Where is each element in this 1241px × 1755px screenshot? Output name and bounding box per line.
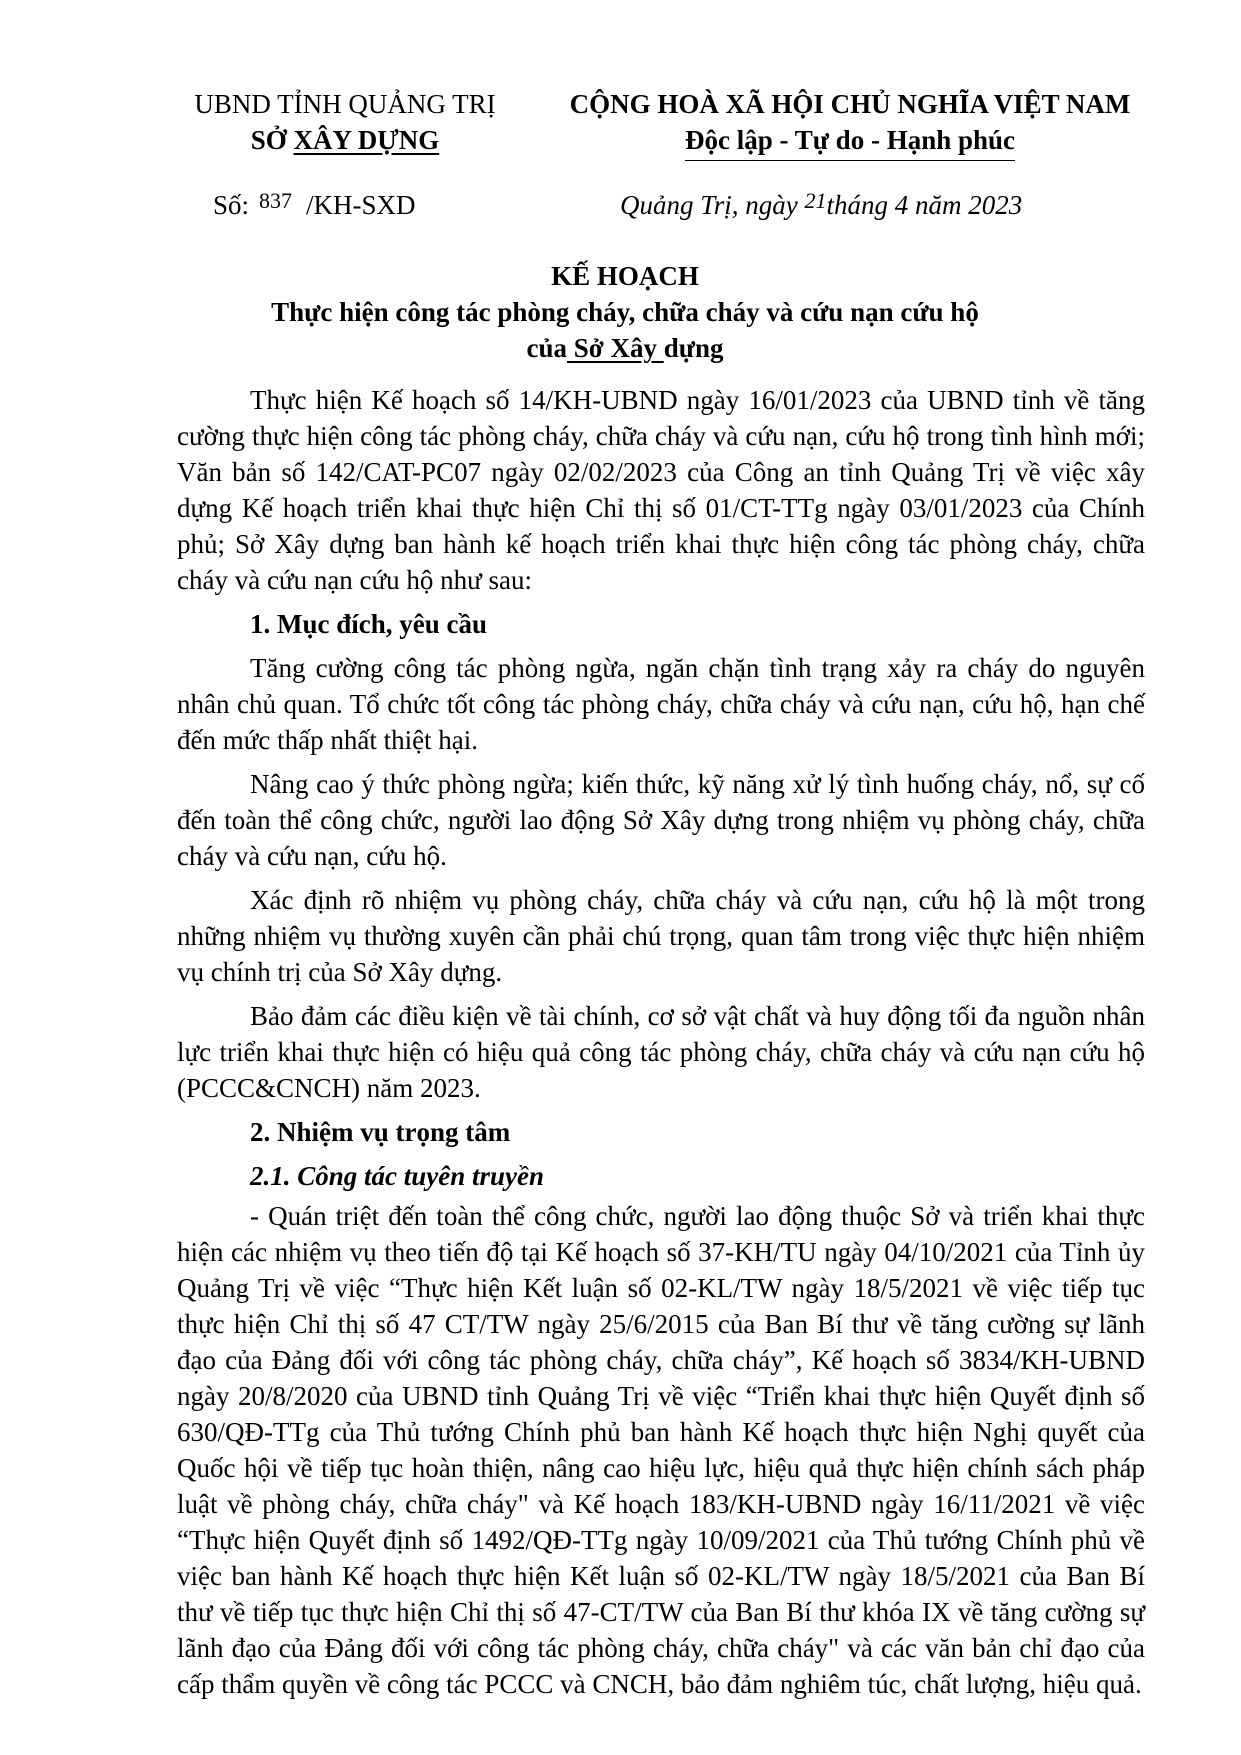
agency-name: [160, 122, 530, 158]
issuing-agency: [160, 86, 530, 158]
title-line2-underlined: Sở Xây: [567, 333, 664, 363]
agency-name-prefix: SỞ: [250, 125, 294, 155]
place-and-date: [620, 190, 1022, 221]
country-name: CỘNG HOÀ XÃ HỘI CHỦ NGHĨA VIỆT NAM: [569, 89, 1131, 119]
section2-1-heading: 2.1. Công tác tuyên truyền: [250, 1161, 545, 1191]
national-heading: [535, 86, 1165, 161]
section1-paragraph: Nâng cao ý thức phòng ngừa; kiến thức, kỹ năng xử lý tình huống cháy, nổ, sự cố đến toàn thể công chức, người lao động Sở Xây dựng trong nhiệm vụ phòng cháy, chữa cháy và cứu nạn, cứu hộ.: [177, 769, 1145, 871]
section1-paragraph: Xác định rõ nhiệm vụ phòng cháy, chữa cháy và cứu nạn, cứu hộ là một trong những nhiệm vụ thường xuyên cần phải chú trọng, quan tâm trong việc thực hiện nhiệm vụ chính trị của Sở Xây dựng.: [177, 885, 1145, 987]
section2-heading: 2. Nhiệm vụ trọng tâm: [250, 1117, 511, 1147]
title-line2-prefix: của: [526, 333, 568, 363]
document-title: [160, 258, 1090, 366]
intro-paragraph: Thực hiện Kế hoạch số 14/KH-UBND ngày 16/01/2023 của UBND tỉnh về tăng cường thực hiện công tác phòng cháy, chữa cháy và cứu nạn, cứu hộ trong tình hình mới; Văn bản số 142/CAT-PC07 ngày 02/02/2023 của Công an tỉnh Quảng Trị về việc xây dựng Kế hoạch triển khai thực hiện Chỉ thị số 01/CT-TTg ngày 03/01/2023 của Chính phủ; Sở Xây dựng ban hành kế hoạch triển khai thực hiện công tác phòng cháy, chữa cháy và cứu nạn cứu hộ như sau:: [177, 385, 1145, 595]
title-line2-suffix: dựng: [663, 333, 724, 363]
doc-number-label: Số:: [213, 190, 250, 220]
section2-1-paragraph: - Quán triệt đến toàn thể công chức, người lao động thuộc Sở và triển khai thực hiện các nhiệm vụ theo tiến độ tại Kế hoạch số 37-KH/TU ngày 04/10/2021 của Tỉnh ủy Quảng Trị về việc “Thực hiện Kết luận số 02-KL/TW ngày 18/5/2021 về việc tiếp tục thực hiện Chỉ thị số 47 CT/TW ngày 25/6/2015 của Ban Bí thư về tăng cường sự lãnh đạo của Đảng đối với công tác phòng cháy, chữa cháy”, Kế hoạch số 3834/KH-UBND ngày 20/8/2020 của UBND tỉnh Quảng Trị về việc “Triển khai thực hiện Quyết định số 630/QĐ-TTg của Thủ tướng Chính phủ ban hành Kế hoạch thực hiện Nghị quyết của Quốc hội về tiếp tục hoàn thiện, nâng cao hiệu lực, hiệu quả thực hiện chính sách pháp luật về phòng cháy, chữa cháy" và Kế hoạch 183/KH-UBND ngày 16/11/2021 về việc “Thực hiện Quyết định số 1492/QĐ-TTg ngày 10/09/2021 của Thủ tướng Chính phủ về việc ban hành Kế hoạch thực hiện Kết luận số 02-KL/TW ngày 18/5/2021 của Ban Bí thư về tiếp tục thực hiện Chỉ thị số 47-CT/TW của Ban Bí thư khóa IX về tăng cường sự lãnh đạo của Đảng đối với công tác phòng cháy, chữa cháy" và các văn bản chỉ đạo của cấp thẩm quyền về công tác PCCC và CNCH, bảo đảm nghiêm túc, chất lượng, hiệu quả.: [177, 1201, 1145, 1699]
section1-paragraph: Tăng cường công tác phòng ngừa, ngăn chặn tình trạng xảy ra cháy do nguyên nhân chủ quan. Tổ chức tốt công tác phòng cháy, chữa cháy và cứu nạn, cứu hộ, hạn chế đến mức thấp nhất thiệt hại.: [177, 653, 1145, 755]
agency-name-underlined: XÂY DỰNG: [293, 125, 440, 155]
title-main: KẾ HOẠCH: [551, 261, 699, 291]
document-number: [213, 190, 416, 221]
section1-paragraph: Bảo đảm các điều kiện về tài chính, cơ sở vật chất và huy động tối đa nguồn nhân lực triển khai thực hiện có hiệu quả công tác phòng cháy, chữa cháy và cứu nạn cứu hộ (PCCC&CNCH) năm 2023.: [177, 1001, 1145, 1103]
place-date-day: 21: [804, 188, 827, 213]
doc-number-suffix: /KH-SXD: [306, 190, 416, 220]
agency-parent: UBND TỈNH QUẢNG TRỊ: [194, 89, 496, 119]
place-date-prefix: Quảng Trị, ngày: [620, 190, 798, 220]
title-line2: [160, 330, 1090, 366]
place-date-suffix: tháng 4 năm 2023: [826, 190, 1023, 220]
doc-number-value: 837: [259, 188, 293, 213]
document-body: [177, 382, 1145, 1710]
title-line1: Thực hiện công tác phòng cháy, chữa cháy và cứu nạn cứu hộ: [271, 297, 979, 327]
section1-heading: 1. Mục đích, yêu cầu: [250, 609, 488, 639]
national-motto: Độc lập - Tự do - Hạnh phúc: [685, 122, 1015, 161]
